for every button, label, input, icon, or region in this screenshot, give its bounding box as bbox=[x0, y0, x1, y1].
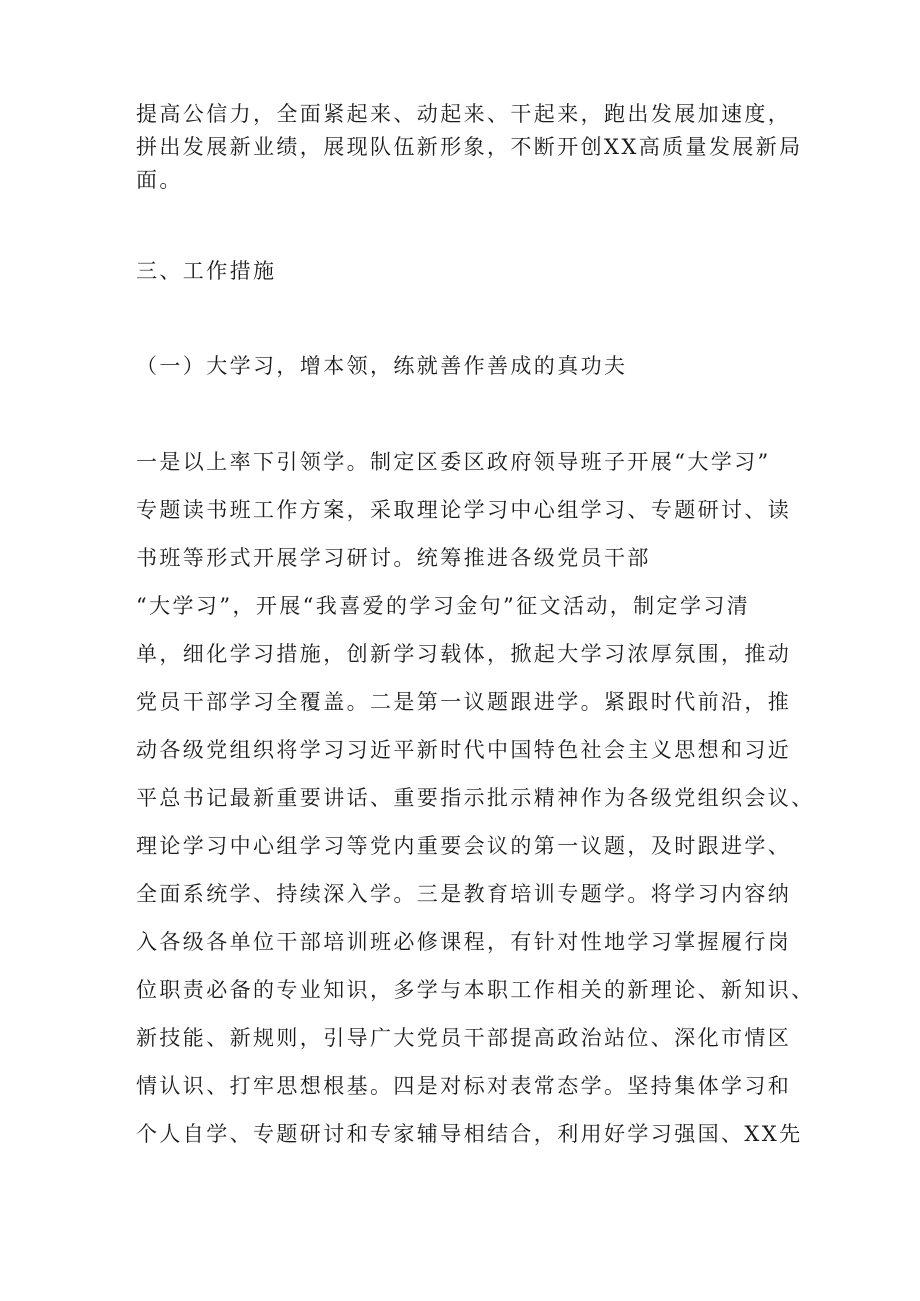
body-line-1: 一是以上率下引领学。制定区委区政府领导班子开展“大学习” bbox=[136, 450, 771, 474]
intro-line-1: 提高公信力，全面紧起来、动起来、干起来，跑出发展加速度， bbox=[136, 102, 792, 126]
body-line-3: 书班等形式开展学习研讨。统筹推进各级党员干部 bbox=[136, 546, 651, 570]
body-line-11: 入各级各单位干部培训班必修课程，有针对性地学习掌握履行岗 bbox=[136, 930, 792, 954]
body-line-4: “大学习”，开展“我喜爱的学习金句”征文活动，制定学习清 bbox=[136, 594, 751, 618]
body-line-9: 理论学习中心组学习等党内重要会议的第一议题，及时跟进学、 bbox=[136, 834, 792, 858]
body-line-8: 平总书记最新重要讲话、重要指示批示精神作为各级党组织会议、 bbox=[136, 786, 815, 810]
body-line-12: 位职责必备的专业知识，多学与本职工作相关的新理论、新知识、 bbox=[136, 978, 815, 1002]
body-line-6: 党员干部学习全覆盖。二是第一议题跟进学。紧跟时代前沿，推 bbox=[136, 690, 792, 714]
body-line-13: 新技能、新规则，引导广大党员干部提高政治站位、深化市情区 bbox=[136, 1026, 792, 1050]
body-line-5: 单，细化学习措施，创新学习载体，掀起大学习浓厚氛围，推动 bbox=[136, 642, 792, 666]
body-line-10: 全面系统学、持续深入学。三是教育培训专题学。将学习内容纳 bbox=[136, 882, 792, 906]
body-line-7: 动各级党组织将学习习近平新时代中国特色社会主义思想和习近 bbox=[136, 738, 792, 762]
body-line-15: 个人自学、专题研讨和专家辅导相结合，利用好学习强国、XX先 bbox=[136, 1122, 803, 1146]
body-line-14: 情认识、打牢思想根基。四是对标对表常态学。坚持集体学习和 bbox=[136, 1074, 792, 1098]
intro-line-3: 面。 bbox=[136, 168, 183, 192]
subsection-heading: （一）大学习，增本领，练就善作善成的真功夫 bbox=[136, 354, 628, 378]
section-heading: 三、工作措施 bbox=[136, 259, 277, 283]
body-line-2: 专题读书班工作方案，采取理论学习中心组学习、专题研讨、读 bbox=[136, 498, 792, 522]
intro-line-2: 拼出发展新业绩，展现队伍新形象，不断开创XX高质量发展新局 bbox=[136, 135, 803, 159]
